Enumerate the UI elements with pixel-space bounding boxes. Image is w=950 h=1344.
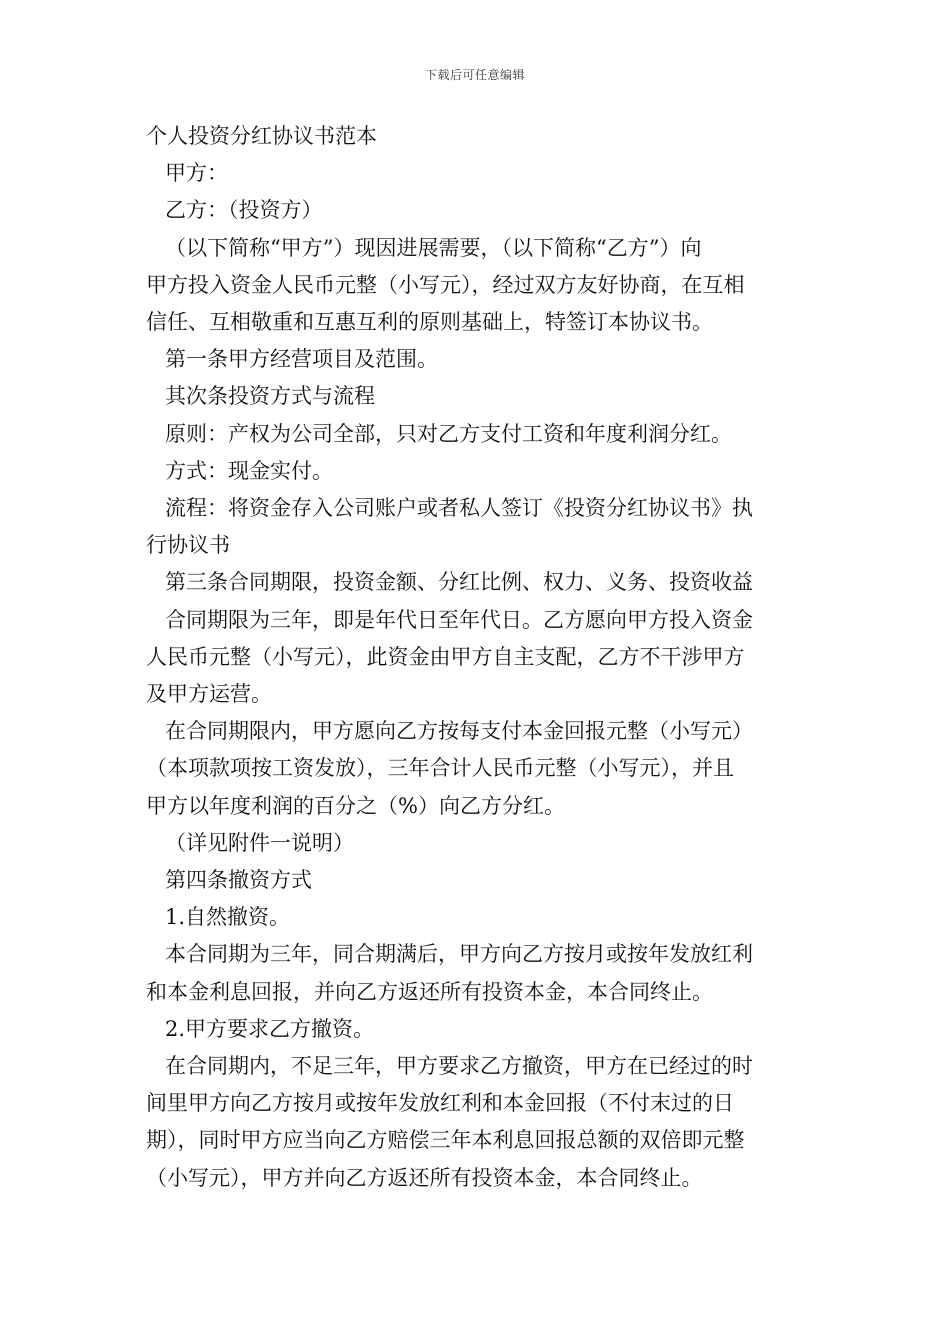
- paragraph-line: 期），同时甲方应当向乙方赔偿三年本利息回报总额的双倍即元整: [146, 1128, 745, 1153]
- paragraph: [146, 453, 808, 490]
- paragraph: [146, 192, 808, 229]
- paragraph: [146, 713, 808, 825]
- document-body: [146, 118, 808, 1197]
- paragraph-line: （小写元），甲方并向乙方返还所有投资本金，本合同终止。: [146, 1165, 703, 1190]
- header-note: 下载后可任意编辑: [424, 68, 525, 82]
- paragraph: [146, 936, 808, 1010]
- paragraph-line: 第三条合同期限，投资金额、分红比例、权力、义务、投资收益: [165, 570, 753, 595]
- paragraph-line: 甲方投入资金人民币元整（小写元），经过双方友好协商，在互相: [146, 272, 745, 297]
- paragraph-line: 本合同期为三年，同合期满后，甲方向乙方按月或按年发放红利: [165, 942, 753, 967]
- paragraph-line: 乙方：（投资方）: [165, 198, 323, 223]
- paragraph-line: 流程：将资金存入公司账户或者私人签订《投资分红协议书》执: [165, 496, 753, 521]
- paragraph: [146, 825, 808, 862]
- paragraph-line: 甲方：: [165, 161, 228, 186]
- paragraph: [146, 490, 808, 564]
- paragraph: [146, 862, 808, 899]
- paragraph-line: 2.甲方要求乙方撤资。: [165, 1016, 375, 1041]
- paragraph-line: 行协议书: [146, 533, 230, 558]
- paragraph-list: [146, 155, 808, 1197]
- paragraph-line: 其次条投资方式与流程: [165, 384, 375, 409]
- paragraph: [146, 155, 808, 192]
- paragraph: [146, 564, 808, 601]
- paragraph-line: 和本金利息回报，并向乙方返还所有投资本金，本合同终止。: [146, 979, 713, 1004]
- paragraph-line: （详见附件一说明）: [165, 830, 354, 855]
- paragraph-line: 第四条撤资方式: [165, 868, 312, 893]
- paragraph: [146, 341, 808, 378]
- paragraph-line: 间里甲方向乙方按月或按年发放红利和本金回报（不付末过的日: [146, 1091, 734, 1116]
- paragraph-line: 在合同期限内，甲方愿向乙方按每支付本金回报元整（小写元）: [165, 719, 753, 744]
- paragraph-line: 第一条甲方经营项目及范围。: [165, 347, 438, 372]
- paragraph-line: 1.自然撤资。: [165, 905, 291, 930]
- paragraph: [146, 1011, 808, 1048]
- paragraph-line: 方式：现金实付。: [165, 458, 333, 483]
- paragraph: [146, 602, 808, 714]
- paragraph-line: 甲方以年度利润的百分之（%）向乙方分红。: [146, 793, 565, 818]
- document-title: 个人投资分红协议书范本: [146, 124, 377, 148]
- paragraph: [146, 899, 808, 936]
- paragraph-line: 及甲方运营。: [146, 682, 272, 707]
- paragraph-line: 信任、互相敬重和互惠互利的原则基础上，特签订本协议书。: [146, 310, 713, 335]
- paragraph-line: 原则：产权为公司全部，只对乙方支付工资和年度利润分红。: [165, 421, 732, 446]
- paragraph: [146, 1048, 808, 1197]
- paragraph-line: （以下简称“甲方”）现因进展需要，（以下简称“乙方”）向: [165, 235, 702, 260]
- paragraph: [146, 416, 808, 453]
- paragraph: [146, 378, 808, 415]
- paragraph-line: （本项款项按工资发放），三年合计人民币元整（小写元），并且: [146, 756, 734, 781]
- paragraph-line: 在合同期内，不足三年，甲方要求乙方撤资，甲方在已经过的时: [165, 1054, 753, 1079]
- paragraph-line: 合同期限为三年，即是年代日至年代日。乙方愿向甲方投入资金: [165, 607, 753, 632]
- paragraph: [146, 230, 808, 342]
- paragraph-line: 人民币元整（小写元），此资金由甲方自主支配，乙方不干涉甲方: [146, 644, 745, 669]
